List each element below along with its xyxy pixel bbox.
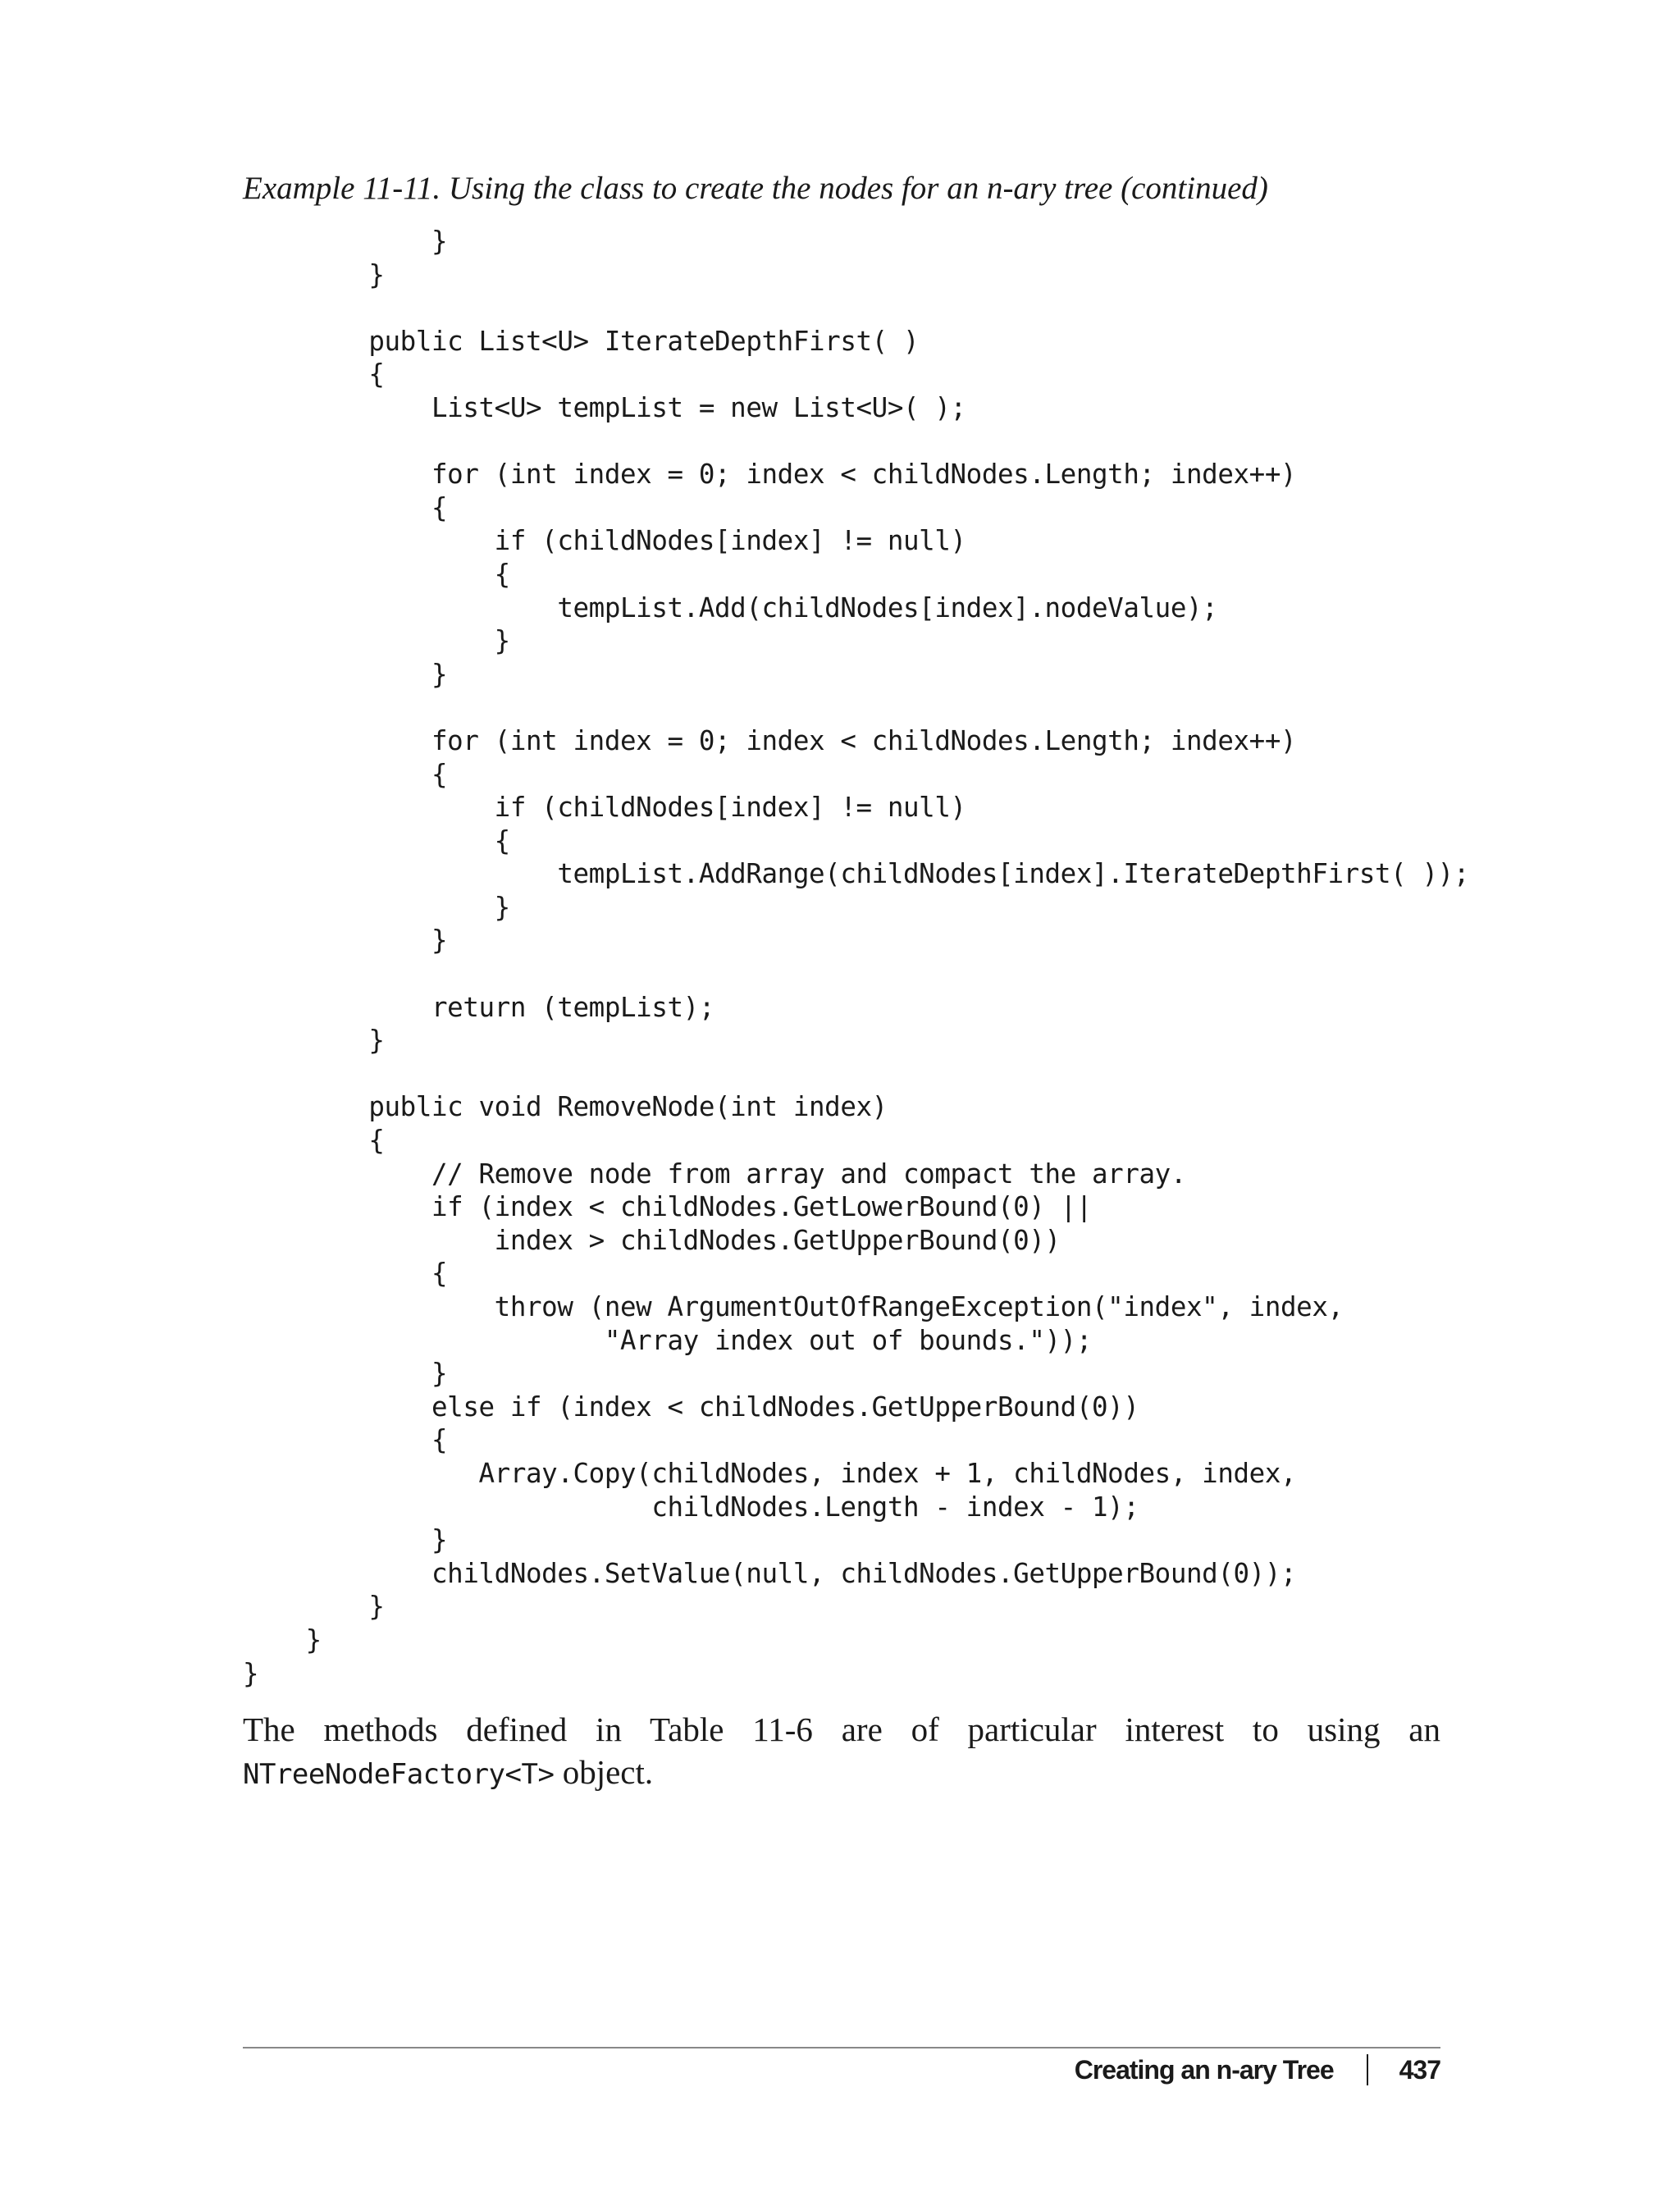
page-footer (1075, 2053, 1440, 2086)
code-line: { (243, 758, 448, 790)
code-line: if (childNodes[index] != null) (243, 525, 966, 557)
footer-separator (1367, 2054, 1368, 2085)
code-line: } (243, 1657, 259, 1689)
code-line: { (243, 1125, 385, 1157)
code-line: } (243, 1591, 385, 1623)
code-line: for (int index = 0; index < childNodes.Length; index++) (243, 724, 1297, 756)
code-line: } (243, 891, 510, 923)
code-line: { (243, 558, 510, 590)
footer-section-title: Creating an n-ary Tree (1074, 2055, 1334, 2085)
code-line: } (243, 258, 385, 290)
code-line (243, 425, 1469, 459)
code-line: { (243, 824, 510, 856)
code-line: { (243, 1424, 448, 1456)
code-line: } (243, 1524, 448, 1556)
code-line: "Array index out of bounds.")); (243, 1324, 1092, 1356)
code-line: tempList.Add(childNodes[index].nodeValue); (243, 591, 1218, 623)
code-line (243, 1057, 1469, 1091)
page-number: 437 (1399, 2055, 1440, 2085)
code-line: } (243, 1025, 385, 1057)
code-line: { (243, 491, 448, 523)
code-line: if (index < childNodes.GetLowerBound(0) || (243, 1191, 1092, 1223)
code-line: return (tempList); (243, 991, 714, 1023)
code-line: Array.Copy(childNodes, index + 1, childNodes, index, (243, 1457, 1297, 1489)
code-line (243, 691, 1469, 724)
paragraph-text-after: object. (554, 1753, 654, 1791)
code-line: } (243, 1358, 448, 1390)
code-line: } (243, 1624, 322, 1656)
paragraph-text-before: The methods defined in Table 11-6 are of particular interest to using an (243, 1710, 1440, 1748)
code-line: if (childNodes[index] != null) (243, 792, 966, 824)
code-line: tempList.AddRange(childNodes[index].IterateDepthFirst( )); (243, 858, 1469, 890)
code-line: childNodes.SetValue(null, childNodes.GetUpperBound(0)); (243, 1557, 1297, 1589)
code-line: // Remove node from array and compact the array. (243, 1158, 1186, 1190)
code-line: for (int index = 0; index < childNodes.Length; index++) (243, 459, 1297, 491)
footer-rule (243, 2047, 1440, 2048)
code-line: public void RemoveNode(int index) (243, 1091, 888, 1123)
code-line: index > childNodes.GetUpperBound(0)) (243, 1224, 1061, 1256)
code-line: { (243, 1258, 448, 1290)
code-line: List<U> tempList = new List<U>( ); (243, 391, 966, 423)
paragraph-code-term: NTreeNodeFactory<T> (243, 1758, 555, 1791)
code-line (243, 291, 1469, 325)
code-line: { (243, 359, 385, 391)
example-caption: Example 11-11. Using the class to create the nodes for an n-ary tree (continued) (243, 171, 1268, 206)
code-line: childNodes.Length - index - 1); (243, 1491, 1139, 1523)
code-line (243, 957, 1469, 991)
code-line: throw (new ArgumentOutOfRangeException("index", index, (243, 1291, 1344, 1322)
body-paragraph (243, 1708, 1440, 1796)
code-line: } (243, 625, 510, 657)
code-line: public List<U> IterateDepthFirst( ) (243, 325, 920, 357)
code-line: } (243, 925, 448, 957)
code-line: else if (index < childNodes.GetUpperBound(0)) (243, 1391, 1139, 1423)
code-listing (243, 225, 1469, 1690)
code-line: } (243, 658, 448, 690)
code-line: } (243, 226, 448, 257)
